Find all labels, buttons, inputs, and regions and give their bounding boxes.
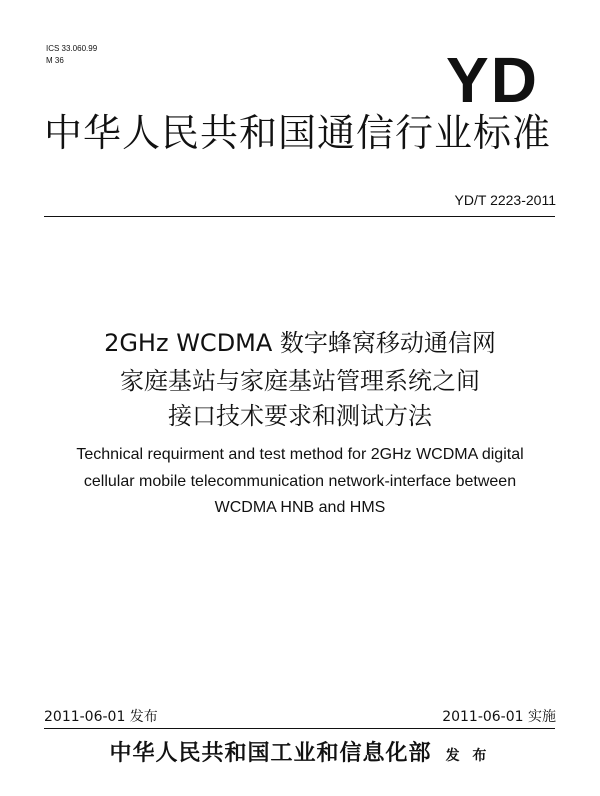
issuer-name: 中华人民共和国工业和信息化部 (109, 741, 432, 766)
title-cn-line-1: 2GHz WCDMA 数字蜂窝移动通信网 (104, 329, 496, 357)
title-cn-line-2: 家庭基站与家庭基站管理系统之间 (120, 367, 480, 395)
ccs-code: M 36 (46, 56, 64, 65)
title-en-line-3: WCDMA HNB and HMS (214, 499, 386, 516)
issuer (0, 736, 600, 767)
ics-code: ICS 33.060.99 (46, 44, 98, 53)
implementation-date: 2011-06-01 实施 (442, 709, 556, 725)
standard-title: 中华人民共和国通信行业标准 (44, 111, 552, 155)
issue-date: 2011-06-01 发布 (44, 709, 158, 725)
title-en-line-2: cellular mobile telecommunication network-interface between (83, 473, 517, 490)
bottom-divider (44, 728, 555, 729)
issuer-suffix: 发 布 (445, 748, 491, 764)
top-divider (44, 216, 555, 217)
title-en-line-1: Technical requirment and test method for 2GHz WCDMA digital (76, 446, 524, 463)
title-cn-line-3: 接口技术要求和测试方法 (168, 402, 432, 430)
yd-logo: YD (446, 44, 539, 116)
standard-number: YD/T 2223-2011 (454, 192, 556, 208)
